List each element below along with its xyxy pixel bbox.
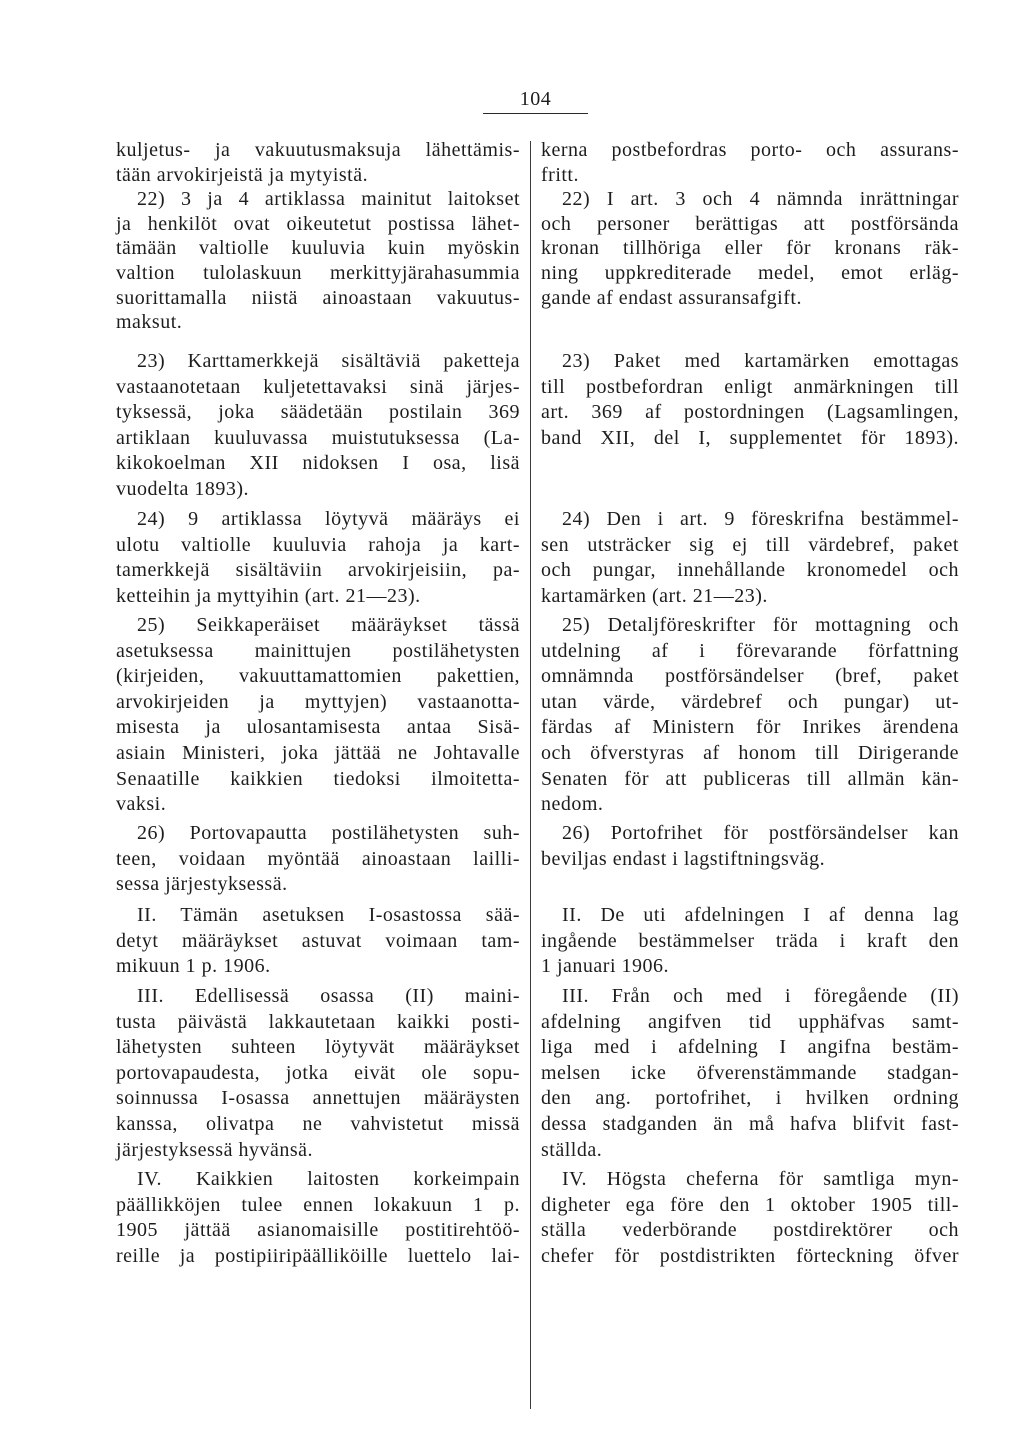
page-number: 104 — [519, 88, 552, 110]
text-line: digheter ega före den 1 oktober 1905 till- — [541, 1193, 959, 1216]
finnish-column-block — [116, 507, 520, 609]
finnish-column-block — [116, 138, 520, 335]
text-line: ingående bestämmelser träda i kraft den — [541, 929, 959, 952]
text-line: portovapaudesta, jotka eivät ole sopu- — [116, 1061, 520, 1084]
text-line: artiklaan kuuluvassa muistutuksessa (La- — [116, 426, 520, 449]
text-line: utan värde, värdebref och pungar) ut- — [541, 690, 959, 713]
text-line: 23) Karttamerkkejä sisältäviä paketteja — [137, 350, 520, 372]
text-line: omnämnda postförsändelser (bref, paket — [541, 665, 959, 688]
text-line: tyksessä, joka säädetään postilain 369 — [116, 401, 520, 424]
text-line: 25) Seikkaperäiset määräykset tässä — [137, 614, 520, 636]
text-line: IV. Kaikkien laitosten korkeimpain — [137, 1168, 520, 1190]
text-line: art. 369 af postordningen (Lagsamlingen, — [541, 401, 959, 424]
text-line: kartamärken (art. 21—23). — [541, 584, 768, 607]
text-line: teen, voidaan myöntää ainoastaan lailli- — [116, 847, 520, 870]
text-line: kronan tillhöriga eller för kronans räk- — [541, 237, 959, 260]
text-line: 1 januari 1906. — [541, 955, 670, 978]
text-line: och öfverstyras af honom till Dirigerande — [541, 741, 959, 764]
finnish-column-block — [116, 613, 520, 818]
text-line: afdelning angifven tid upphäfvas samt- — [541, 1010, 959, 1033]
text-line: ulotu valtiolle kuuluvia rahoja ja kart- — [116, 533, 520, 556]
text-line: till postbefordran enligt anmärkningen till — [541, 375, 959, 398]
text-line: suorittamalla niistä ainoastaan vakuutus- — [116, 286, 520, 309]
text-line: tusta päivästä lakkautetaan kaikki posti- — [116, 1010, 520, 1033]
text-line: och pungar, innehållande kronomedel och — [541, 559, 959, 582]
text-line: mikuun 1 p. 1906. — [116, 955, 271, 978]
text-line: fritt. — [541, 163, 579, 186]
text-line: 23) Paket med kartamärken emottagas — [562, 350, 959, 372]
text-line: gande af endast assuransafgift. — [541, 286, 802, 309]
text-line: sen utsträcker sig ej till värdebref, paket — [541, 533, 959, 556]
finnish-column-block — [116, 821, 520, 898]
text-line: III. Edellisessä osassa (II) maini- — [137, 985, 520, 1007]
header-rule — [483, 113, 588, 114]
text-line: och personer berättigas att postförsända — [541, 212, 959, 235]
swedish-column-block — [541, 349, 959, 451]
text-line: chefer för postdistrikten förteckning öfver — [541, 1244, 959, 1267]
text-line: asiain Ministeri, joka jättää ne Johtavalle — [116, 741, 520, 764]
text-line: 26) Portovapautta postilähetysten suh- — [137, 822, 520, 844]
swedish-column-block — [541, 821, 959, 872]
text-line: III. Från och med i föregående (II) — [562, 985, 959, 1007]
text-line: beviljas endast i lagstiftningsväg. — [541, 847, 826, 870]
text-line: kikokoelman XII nidoksen I osa, lisä — [116, 452, 520, 475]
text-line: kerna postbefordras porto- och assurans- — [541, 139, 959, 161]
text-line: ja henkilöt ovat oikeutetut postissa lähet- — [116, 212, 520, 235]
text-line: arvokirjeiden ja myttyjen) vastaanotta- — [116, 690, 520, 713]
column-divider — [530, 141, 531, 1409]
text-line: band XII, del I, supplementet för 1893). — [541, 426, 959, 449]
text-line: vuodelta 1893). — [116, 477, 250, 500]
text-line: II. Tämän asetuksen I-osastossa sää- — [137, 904, 520, 926]
text-line: reille ja postipiiripäälliköille luettelo lai- — [116, 1244, 520, 1267]
text-line: sessa järjestyksessä. — [116, 873, 288, 896]
text-line: valtion tulolaskuun merkittyjärahasummia — [116, 261, 520, 284]
finnish-column-block — [116, 903, 520, 980]
text-line: melsen icke öfverenstämmande stadgan- — [541, 1061, 959, 1084]
text-line: 1905 jättää asianomaisille postitirehtöö- — [116, 1219, 520, 1242]
text-line: tamerkkejä sisältäviin arvokirjeisiin, pa- — [116, 559, 520, 582]
text-line: Senaten för att publiceras till allmän kän- — [541, 767, 959, 790]
finnish-column-block — [116, 1167, 520, 1269]
text-line: nedom. — [541, 793, 604, 816]
text-line: Senaatille kaikkien tiedoksi ilmoitetta- — [116, 767, 520, 790]
text-line: maksut. — [116, 311, 183, 334]
text-line: tämään valtiolle kuuluvia kuin myöskin — [116, 237, 520, 260]
finnish-column-block — [116, 349, 520, 503]
swedish-column-block — [541, 984, 959, 1163]
text-line: 22) 3 ja 4 artiklassa mainitut laitokset — [137, 188, 520, 211]
swedish-column-block — [541, 138, 959, 310]
text-line: 24) Den i art. 9 föreskrifna bestämmel- — [562, 508, 959, 530]
text-line: vaksi. — [116, 793, 167, 816]
text-line: ketteihin ja myttyihin (art. 21—23). — [116, 584, 421, 607]
swedish-column-block — [541, 903, 959, 980]
text-line: ning uppkrediterade medel, emot erläg- — [541, 261, 959, 284]
text-line: (kirjeiden, vakuuttamattomien pakettien, — [116, 665, 520, 688]
text-line: utdelning af i förevarande författning — [541, 639, 959, 662]
swedish-column-block — [541, 507, 959, 609]
text-line: kuljetus- ja vakuutusmaksuja lähettämis- — [116, 139, 520, 161]
text-line: ställda. — [541, 1138, 603, 1161]
text-line: tään arvokirjeistä ja mytyistä. — [116, 163, 369, 186]
text-line: detyt määräykset astuvat voimaan tam- — [116, 929, 520, 952]
text-line: 22) I art. 3 och 4 nämnda inrättningar — [562, 188, 959, 211]
text-line: kanssa, olivatpa ne vahvistetut missä — [116, 1112, 520, 1135]
text-line: IV. Högsta cheferna för samtliga myn- — [562, 1168, 959, 1190]
text-line: päällikköjen tulee ennen lokakuun 1 p. — [116, 1193, 520, 1216]
text-line: asetuksessa mainittujen postilähetysten — [116, 639, 520, 662]
text-line: järjestyksessä hyvänsä. — [116, 1138, 314, 1161]
text-line: 26) Portofrihet för postförsändelser kan — [562, 822, 959, 844]
text-line: den ang. portofrihet, i hvilken ordning — [541, 1087, 959, 1110]
text-line: II. De uti afdelningen I af denna lag — [562, 904, 959, 926]
text-line: 24) 9 artiklassa löytyvä määräys ei — [137, 508, 520, 530]
text-line: dessa stadganden än må hafva blifvit fast- — [541, 1112, 959, 1135]
text-line: vastaanotetaan kuljetettavaksi sinä järjes- — [116, 375, 520, 398]
swedish-column-block — [541, 1167, 959, 1269]
text-line: liga med i afdelning I angifna bestäm- — [541, 1036, 959, 1059]
text-line: ställa vederbörande postdirektörer och — [541, 1219, 959, 1242]
text-line: färdas af Ministern för Inrikes ärendena — [541, 716, 959, 739]
swedish-column-block — [541, 613, 959, 818]
text-line: soinnussa I-osassa annettujen määräysten — [116, 1087, 520, 1110]
text-line: 25) Detaljföreskrifter för mottagning och — [562, 614, 959, 636]
text-line: lähetysten suhteen löytyvät määräykset — [116, 1036, 520, 1059]
finnish-column-block — [116, 984, 520, 1163]
text-line: misesta ja ulosantamisesta antaa Sisä- — [116, 716, 520, 739]
